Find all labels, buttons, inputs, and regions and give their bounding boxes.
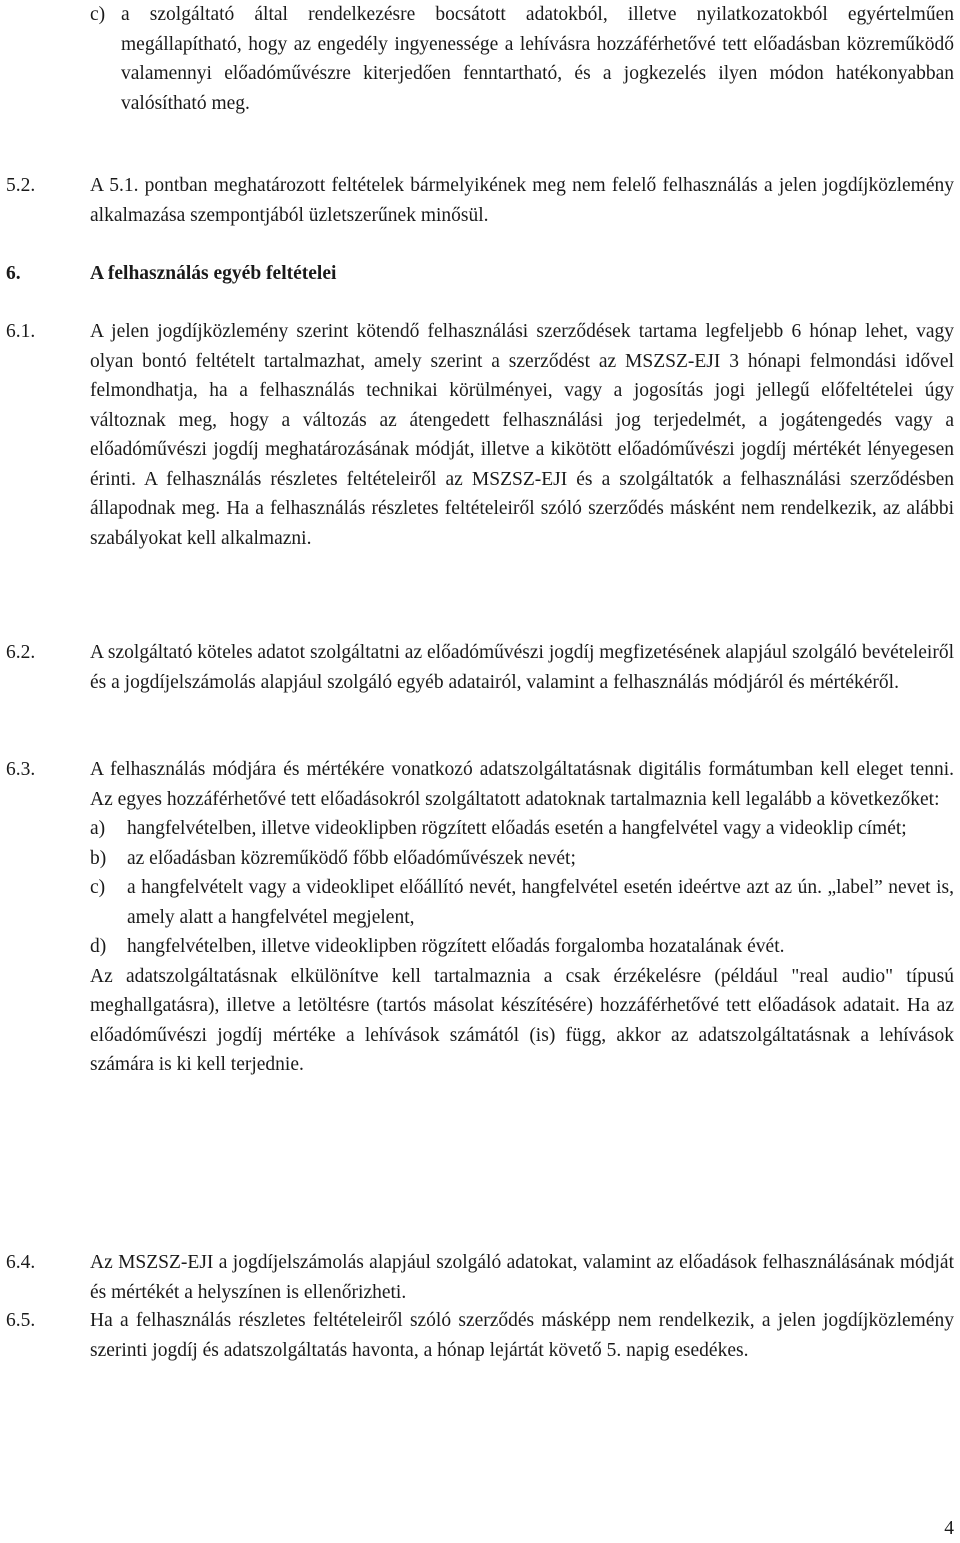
section-text: Ha a felhasználás részletes feltételeiről szóló szerződés másképp nem rendelkezik, a jelen jogdíjközlemény szerinti jogdíj és adatszolgáltatás havonta, a hónap lejártát követő 5. napig esedékes.: [90, 1310, 954, 1361]
item-text: a szolgáltató által rendelkezésre bocsátott adatokból, illetve nyilatkozatokból egyértelműen megállapítható, hogy az engedély ingyenessége a lehívásra hozzáférhetővé tett előadásban közreműködő valamennyi előadóművészre kiterjedően fenntartható, és a jogkezelés ilyen módon hatékonyabban valósítható meg.: [121, 4, 954, 114]
section-closing: Az adatszolgáltatásnak elkülönítve kell tartalmaznia a csak érzékelésre (például "real audio" típusú meghallgatásra), illetve a letöltésre (tartós másolat készítésére) hozzáférhetővé tett előadások adatait. Ha az előadóművészi jogdíj mértéke a lehívások számától (is) függ, akkor az adatszolgáltatásnak a lehívások számára is ki kell terjednie.: [90, 965, 954, 1075]
section-text: Az MSZSZ-EJI a jogdíjelszámolás alapjául szolgáló adatokat, valamint az előadások felhasználásának módját és mértékét a helyszínen is ellenőrizheti.: [90, 1252, 954, 1303]
list-text: hangfelvételben, illetve videoklipben rögzített előadás forgalomba hozatalának évét.: [127, 936, 785, 957]
section-number: 6.4.: [6, 1252, 36, 1273]
section-number: 5.2.: [6, 175, 36, 196]
section-number: 6.2.: [6, 642, 36, 663]
section-text: A jelen jogdíjközlemény szerint kötendő felhasználási szerződések tartama legfeljebb 6 hónap lehet, vagy olyan bontó feltételt tartalmazhat, amely szerint a szerződést az MSZSZ-EJI 3 hónapi felmondási idővel felmondhatja, ha a felhasználás technikai körülményei, vagy a jogosítás jogi jellegű előfeltételei úgy változnak meg, hogy a változás az átengedett felhasználási jog terjedelmét, a jogátengedés vagy a előadóművészi jogdíj meghatározásának módját, illetve a kikötött előadóművészi jogdíj mértékét lényegesen érinti. A felhasználás részletes feltételeiről az MSZSZ-EJI és a szolgáltatók a felhasználási szerződésben állapodnak meg. Ha a felhasználás részletes feltételeiről szóló szerződés másként nem rendelkezik, az alábbi szabályokat kell alkalmazni.: [90, 321, 954, 549]
list-label: c): [90, 877, 106, 898]
section-number: 6.3.: [6, 759, 36, 780]
list-text: az előadásban közreműködő főbb előadóművészek nevét;: [127, 847, 576, 869]
list-label: b): [90, 847, 107, 869]
item-label: c): [90, 4, 106, 25]
section-content: [90, 755, 954, 1080]
list-item: [90, 932, 954, 962]
list-item: [90, 873, 954, 932]
page-number: 4: [944, 1518, 954, 1539]
list-text: a hangfelvételt vagy a videoklipet előállító nevét, hangfelvétel esetén ideértve azt az ún. „label” nevet is, amely alatt a hangfelvétel megjelent,: [127, 877, 954, 928]
section-intro: A felhasználás módjára és mértékére vonatkozó adatszolgáltatásnak digitális formátumban kell eleget tenni. Az egyes hozzáférhetővé tett előadásokról szolgáltatott adatoknak tartalmaznia kell legalább a következőket:: [90, 759, 954, 810]
section-text: A 5.1. pontban meghatározott feltételek bármelyikének meg nem felelő felhasználás a jelen jogdíjközlemény alkalmazása szempontjából üzletszerűnek minősül.: [90, 175, 954, 226]
list-item: [90, 814, 954, 844]
list-label: d): [90, 936, 107, 957]
list-label: a): [90, 818, 106, 839]
section-title: A felhasználás egyéb feltételei: [90, 263, 337, 284]
section-number: 6.1.: [6, 321, 36, 342]
list-item: [90, 844, 954, 874]
section-text: A szolgáltató köteles adatot szolgáltatni az előadóművészi jogdíj megfizetésének alapjául szolgáló bevételeiről és a jogdíjelszámolás alapjául szolgáló egyéb adatairól, valamint a felhasználás módjáról és mértékéről.: [90, 642, 954, 693]
list-text: hangfelvételben, illetve videoklipben rögzített előadás esetén a hangfelvétel vagy a videoklip címét;: [127, 818, 907, 839]
section-number: 6.: [6, 263, 21, 284]
section-number: 6.5.: [6, 1310, 36, 1331]
